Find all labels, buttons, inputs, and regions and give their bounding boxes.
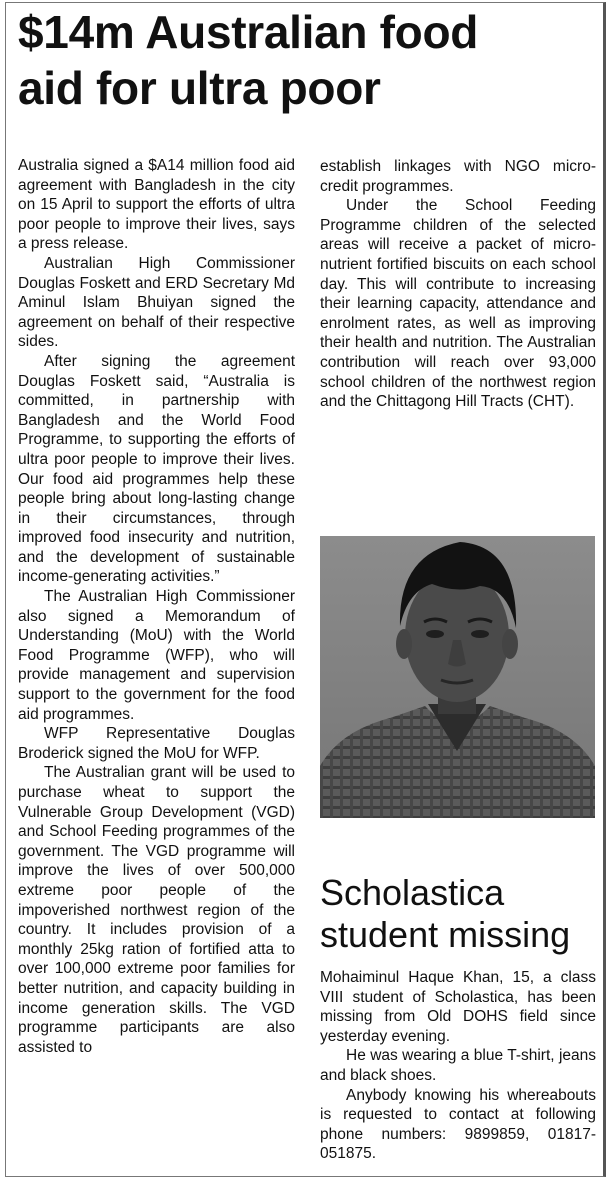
second-headline-line-1: Scholastica	[320, 872, 505, 913]
main-headline	[18, 4, 598, 116]
second-paragraph-1: Mohaiminul Haque Khan, 15, a class VIII student of Scholastica, has been missing from Old DOHS field since yesterday evening.	[320, 969, 596, 1045]
main-paragraph-4: The Australian High Commissioner also signed a Memorandum of Understanding (MoU) with the World Food Programme (WFP), who will provide management and supervision support to the government for the food aid programmes.	[18, 588, 295, 723]
main-continuation-2: Under the School Feeding Programme children of the selected areas will receive a packet of micro-nutrient fortified biscuits on each school day. This will contribute to increasing their learning capacity, attendance and enrolment rates, as well as improving their health and nutrition. The Australian contribution will reach over 93,000 school children of the northwest region and the Chittagong Hill Tracts (CHT).	[320, 197, 596, 411]
main-headline-line-1: $14m Australian food	[18, 6, 479, 58]
main-continuation-1: establish linkages with NGO micro-credit programmes.	[320, 158, 596, 195]
main-story-column-2	[320, 157, 596, 412]
main-paragraph-6: The Australian grant will be used to purchase wheat to support the Vulnerable Group Development (VGD) and School Feeding programmes of the government. The VGD programme will improve the lives of over 500,000 extreme poor people of the impoverished northwest region of the country. It includes provision of a monthly 25kg ration of fortified atta to over 100,000 extreme poor families for better nutrition, and capacity building in income generation skills. The VGD programme participants are also assisted to	[18, 764, 295, 1056]
main-headline-line-2: aid for ultra poor	[18, 62, 381, 114]
second-paragraph-2: He was wearing a blue T-shirt, jeans and black shoes.	[320, 1047, 596, 1084]
second-story-body	[320, 968, 596, 1164]
main-paragraph-2: Australian High Commissioner Douglas Foskett and ERD Secretary Md Aminul Islam Bhuiyan signed the agreement on behalf of their respective sides.	[18, 254, 295, 351]
second-paragraph-3: Anybody knowing his whereabouts is requested to contact at following phone numbers: 9899859, 01817-051875.	[320, 1086, 596, 1163]
main-story-column-1	[18, 156, 295, 1057]
portrait-photo-icon	[320, 536, 595, 818]
main-paragraph-1: Australia signed a $A14 million food aid agreement with Bangladesh in the city on 15 April to support the efforts of ultra poor people to improve their lives, says a press release.	[18, 157, 295, 253]
second-headline-line-2: student missing	[320, 914, 571, 955]
main-paragraph-3: After signing the agreement Douglas Foskett said, “Australia is committed, in partnership with Bangladesh and the World Food Programme, to supporting the efforts of ultra poor people to improve their lives. Our food aid programmes help these people bring about long-lasting change in their circumstances, through improved food insecurity and nutrition, and the development of sustainable income-generating activities.”	[18, 352, 295, 586]
second-headline	[320, 872, 600, 956]
main-paragraph-5: WFP Representative Douglas Broderick signed the MoU for WFP.	[18, 725, 295, 762]
